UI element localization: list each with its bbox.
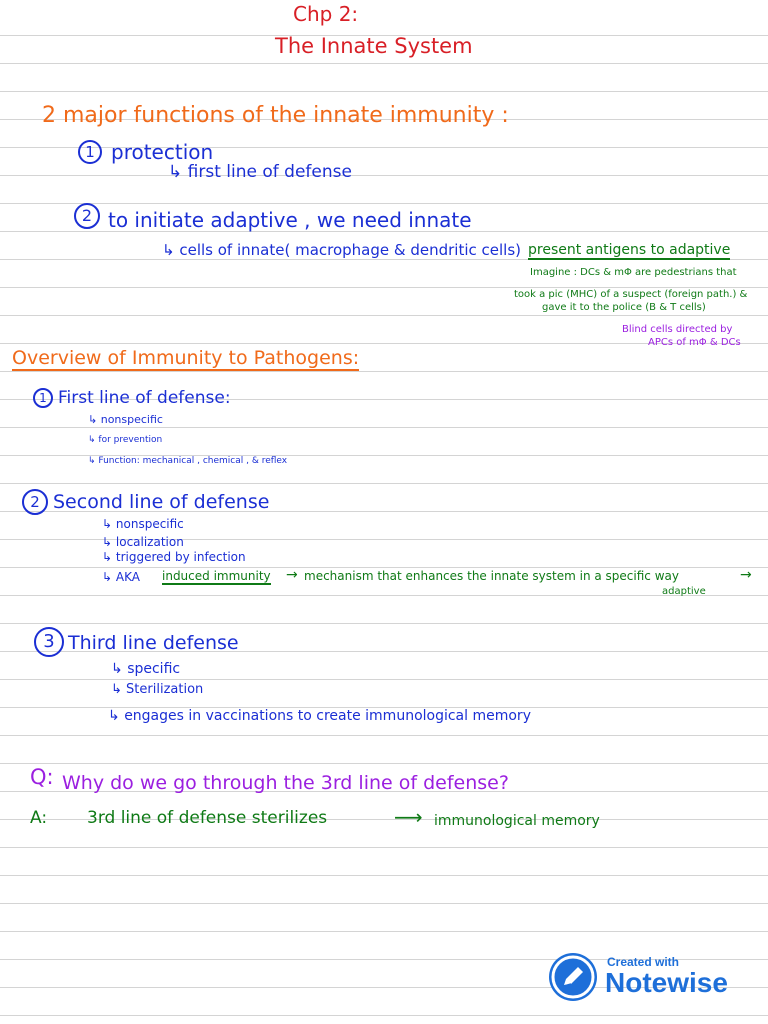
- sub-arrow-icon: ↳: [162, 241, 175, 259]
- function-2-number-circle: 2: [74, 203, 100, 229]
- question-label: Q:: [30, 765, 54, 789]
- function-1-number-circle: 1: [78, 140, 102, 164]
- answer-text-start: 3rd line of defense sterilizes: [87, 808, 328, 828]
- function-1-number: [78, 140, 102, 164]
- first-line-bullet-3: [88, 457, 287, 466]
- function-2-number: [74, 203, 100, 229]
- sub-arrow-icon: ↳: [88, 435, 96, 445]
- adaptive-text: adaptive: [662, 586, 706, 597]
- third-line-bullet-1-text: specific: [127, 661, 181, 677]
- second-line-bullet-2-text: localization: [115, 535, 184, 549]
- third-line-bullet-3: [108, 709, 531, 723]
- third-line-number-circle: 3: [34, 627, 64, 657]
- answer-text-end: immunological memory: [434, 813, 600, 829]
- sub-arrow-icon: ↳: [88, 456, 96, 466]
- chapter-label: Chp 2:: [293, 2, 359, 26]
- induced-arrow-icon: →: [286, 567, 298, 583]
- third-line-number: [34, 627, 64, 657]
- answer-arrow-icon: ⟶: [394, 805, 423, 829]
- sub-arrow-icon: ↳: [168, 162, 183, 182]
- aka-text: AKA: [115, 570, 140, 584]
- mechanism-text: mechanism that enhances the innate system in a specific way: [304, 569, 679, 583]
- first-line-number: [33, 388, 53, 408]
- function-2-label: to initiate adaptive , we need innate: [108, 208, 472, 232]
- sub-arrow-icon: ↳: [102, 550, 113, 564]
- sub-arrow-icon: ↳: [111, 661, 123, 677]
- purple-note-line-1: Blind cells directed by: [622, 324, 733, 335]
- function-1-label: protection: [111, 140, 214, 164]
- second-line-aka: [102, 571, 140, 583]
- second-line-number: [22, 489, 48, 515]
- sub-arrow-icon: ↳: [102, 535, 113, 549]
- third-line-bullet-2-text: Sterilization: [126, 682, 204, 697]
- sub-arrow-icon: ↳: [111, 682, 122, 697]
- answer-label: A:: [30, 808, 48, 828]
- sub-arrow-icon: ↳: [102, 517, 113, 531]
- function-1-sub-text: first line of defense: [187, 162, 352, 182]
- question-text: Why do we go through the 3rd line of defense?: [62, 772, 509, 794]
- first-line-label: First line of defense:: [58, 388, 231, 408]
- third-line-bullet-2: [111, 683, 203, 696]
- notewise-brand-text: Notewise: [605, 967, 728, 998]
- sub-arrow-icon: ↳: [102, 570, 113, 584]
- first-line-bullet-1-text: nonspecific: [100, 413, 163, 426]
- first-line-bullet-1: [88, 414, 163, 425]
- present-antigens: present antigens to adaptive: [528, 242, 731, 258]
- second-line-bullet-2: [102, 536, 184, 548]
- notewise-pencil-icon: [549, 953, 597, 1001]
- sub-arrow-icon: ↳: [88, 413, 98, 426]
- second-line-label: Second line of defense: [53, 491, 270, 513]
- sub-arrow-icon: ↳: [108, 708, 120, 724]
- imagine-note-line-2: took a pic (MHC) of a suspect (foreign path.) &: [514, 289, 748, 300]
- function-2-sub: [162, 243, 521, 258]
- created-with-text: Created with: [607, 955, 680, 969]
- third-line-bullet-1: [111, 662, 180, 676]
- imagine-note-line-3: gave it to the police (B & T cells): [542, 302, 706, 313]
- notewise-logo: [549, 953, 749, 1003]
- induced-immunity: induced immunity: [162, 569, 271, 583]
- first-line-bullet-3-text: Function: mechanical , chemical , & reflex: [98, 456, 288, 466]
- first-line-bullet-2-text: for prevention: [98, 435, 163, 445]
- first-line-number-circle: 1: [33, 388, 53, 408]
- page-title: The Innate System: [275, 34, 473, 58]
- second-line-bullet-1-text: nonspecific: [115, 517, 184, 531]
- second-line-bullet-3: [102, 551, 246, 563]
- purple-note-line-2: APCs of mΦ & DCs: [648, 337, 741, 348]
- function-2-sub-text: cells of innate( macrophage & dendritic cells): [179, 241, 522, 259]
- functions-heading: 2 major functions of the innate immunity :: [42, 103, 509, 128]
- second-line-bullet-1: [102, 518, 184, 530]
- second-line-number-circle: 2: [22, 489, 48, 515]
- second-line-bullet-3-text: triggered by infection: [115, 550, 246, 564]
- overview-heading: Overview of Immunity to Pathogens:: [12, 347, 360, 369]
- imagine-note-line-1: Imagine : DCs & mΦ are pedestrians that: [530, 267, 737, 278]
- first-line-bullet-2: [88, 436, 162, 445]
- mechanism-arrow-icon: →: [740, 567, 752, 583]
- third-line-label: Third line defense: [68, 632, 239, 654]
- function-1-sub: [168, 164, 352, 181]
- third-line-bullet-3-text: engages in vaccinations to create immunological memory: [124, 708, 531, 724]
